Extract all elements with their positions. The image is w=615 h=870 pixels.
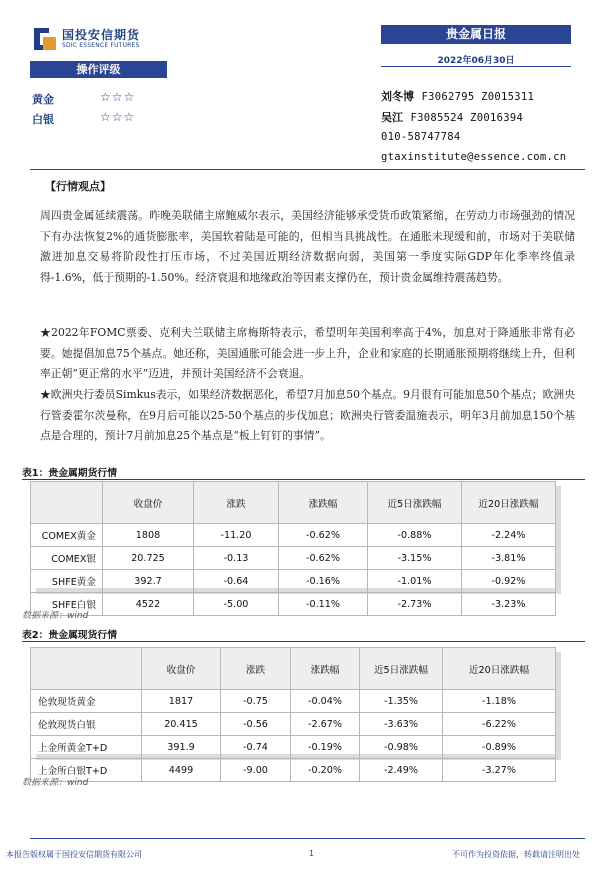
table-cell: 1808 — [103, 524, 194, 547]
rating-stars: ☆☆☆ — [100, 90, 136, 104]
table-cell: -3.63% — [360, 713, 443, 736]
rating-stars: ☆☆☆ — [100, 110, 136, 124]
table1-source: 数据来源：wind — [22, 611, 89, 621]
table-row — [31, 524, 556, 547]
rating-name: 黄金 — [32, 93, 54, 106]
table-cell: -2.67% — [291, 713, 360, 736]
table-cell: -0.74 — [221, 736, 291, 759]
table-row — [31, 547, 556, 570]
table-cell: -0.88% — [368, 524, 462, 547]
table-cell: -3.27% — [443, 759, 556, 782]
table-cell: SHFE黄金 — [31, 570, 103, 593]
rating-row-gold — [30, 91, 167, 107]
table-cell: 4522 — [103, 593, 194, 616]
table-cell: -5.00 — [194, 593, 279, 616]
table2-rule — [22, 641, 585, 642]
page-number: 1 — [309, 849, 315, 858]
table-cell: -2.73% — [368, 593, 462, 616]
table-header-row — [31, 648, 556, 690]
column-header: 涨跌 — [194, 482, 279, 524]
table-row — [31, 736, 556, 759]
table-row — [31, 570, 556, 593]
table-cell: -1.18% — [443, 690, 556, 713]
column-header: 收盘价 — [142, 648, 221, 690]
table1-title: 表1：贵金属期货行情 — [22, 468, 117, 479]
table2-source: 数据来源：wind — [22, 778, 89, 788]
table-cell: 4499 — [142, 759, 221, 782]
column-header: 近20日涨跌幅 — [443, 648, 556, 690]
table-cell: 伦敦现货黄金 — [31, 690, 142, 713]
table1-rule — [22, 479, 585, 480]
table-cell: -0.13 — [194, 547, 279, 570]
rating-title: 操作评级 — [30, 61, 167, 78]
table-cell: COMEX银 — [31, 547, 103, 570]
table-cell: -0.92% — [462, 570, 556, 593]
analyst-phone: 010-58747784 — [381, 131, 461, 143]
table-cell: COMEX黄金 — [31, 524, 103, 547]
analyst-name: 吴江 — [381, 110, 403, 124]
table-row — [31, 593, 556, 616]
table-row — [31, 713, 556, 736]
fed-news-paragraph: ★2022年FOMC票委、克利夫兰联储主席梅斯特表示，希望明年美国利率高于4%，加息对于降通胀非常有必要。她提倡加息75个基点。她还称，美国通胀可能会进一步上升，企业和家庭的长期通胀预期将继续上升，但利率正朝“更正常的水平”迈进，并预计美国经济不会衰退。 — [40, 326, 575, 380]
analyst-row — [381, 108, 566, 129]
table-cell: -3.23% — [462, 593, 556, 616]
table-cell: -0.19% — [291, 736, 360, 759]
table2-title: 表2：贵金属现货行情 — [22, 630, 117, 641]
brand-name-en: SDIC ESSENCE FUTURES — [62, 42, 140, 49]
footer-disclaimer: 不可作为投资依据，转载请注明出处 — [452, 850, 580, 859]
table-cell: 20.415 — [142, 713, 221, 736]
date-divider — [381, 66, 571, 67]
table-row — [31, 690, 556, 713]
table-cell: 391.9 — [142, 736, 221, 759]
table-cell: -3.15% — [368, 547, 462, 570]
table-cell: -0.20% — [291, 759, 360, 782]
column-header: 涨跌 — [221, 648, 291, 690]
column-header: 收盘价 — [103, 482, 194, 524]
analyst-ids: F3062795 Z0015311 — [421, 91, 535, 103]
analyst-name: 刘冬博 — [381, 90, 414, 103]
table-cell: -0.62% — [279, 547, 368, 570]
table-cell: -3.81% — [462, 547, 556, 570]
analyst-info — [381, 87, 566, 167]
table-cell: 伦敦现货白银 — [31, 713, 142, 736]
table-cell: SHFE白银 — [31, 593, 103, 616]
table-row — [31, 759, 556, 782]
report-date: 2022年06月30日 — [437, 56, 515, 66]
footer-copyright: 本报告版权属于国投安信期货有限公司 — [6, 850, 142, 859]
rating-row-silver — [30, 111, 167, 127]
table-cell: -6.22% — [443, 713, 556, 736]
table-cell: -0.64 — [194, 570, 279, 593]
column-header: 近20日涨跌幅 — [462, 482, 556, 524]
report-title: 贵金属日报 — [381, 25, 571, 44]
analyst-ids: F3085524 Z0016394 — [410, 111, 524, 124]
analyst-row — [381, 87, 566, 108]
table-cell: -0.16% — [279, 570, 368, 593]
rating-name: 白银 — [32, 113, 54, 126]
table-cell: -9.00 — [221, 759, 291, 782]
column-header: 近5日涨跌幅 — [368, 482, 462, 524]
table-header-row — [31, 482, 556, 524]
table-cell: -0.75 — [221, 690, 291, 713]
table-cell: -0.56 — [221, 713, 291, 736]
column-header: 涨跌幅 — [291, 648, 360, 690]
company-logo — [34, 28, 140, 50]
table-cell: -2.24% — [462, 524, 556, 547]
table-cell: -0.62% — [279, 524, 368, 547]
market-view-paragraph: 周四贵金属延续震荡。昨晚美联储主席鲍威尔表示，美国经济能够承受货币政策紧缩，在劳动力市场强劲的情况下有办法恢复2%的通货膨胀率，美国软着陆是可能的，但相当具挑战性。在通胀未现缓和前，市场对于美联储激进加息交易将阶段性打压市场，不过美国近期经济数据向弱，美国第一季度实际GDP年化季率终值录得-1.6%，低于预期的-1.50%。经济衰退和地缘政治等因素支撑仍在，预计贵金属维持震荡趋势。 — [40, 209, 575, 284]
table-cell: -0.89% — [443, 736, 556, 759]
column-header — [31, 648, 142, 690]
header-divider — [30, 169, 585, 170]
futures-table — [30, 481, 555, 616]
table-cell: -1.35% — [360, 690, 443, 713]
table-cell: 1817 — [142, 690, 221, 713]
table-cell: -0.98% — [360, 736, 443, 759]
spot-table — [30, 647, 555, 782]
table-cell: -0.11% — [279, 593, 368, 616]
table-cell: 20.725 — [103, 547, 194, 570]
section-heading: 【行情观点】 — [45, 180, 111, 193]
footer-divider — [30, 838, 585, 839]
column-header — [31, 482, 103, 524]
brand-name-cn: 国投安信期货 — [62, 28, 141, 42]
column-header: 涨跌幅 — [279, 482, 368, 524]
table-cell: -0.04% — [291, 690, 360, 713]
logo-mark-icon — [34, 28, 56, 50]
analyst-email-link[interactable]: gtaxinstitute@essence.com.cn — [381, 150, 567, 163]
table-cell: 上金所黄金T+D — [31, 736, 142, 759]
table-cell: -11.20 — [194, 524, 279, 547]
column-header: 近5日涨跌幅 — [360, 648, 443, 690]
table-cell: 上金所白银T+D — [31, 759, 142, 782]
table-cell: 392.7 — [103, 570, 194, 593]
ecb-news-paragraph: ★欧洲央行委员Simkus表示，如果经济数据恶化，希望7月加息50个基点。9月很有可能加息50个基点；欧洲央行管委霍尔茨曼称，在9月后可能以25-50个基点的步伐加息；欧洲央行管委温施表示，明年3月前加息150个基点是合理的，预计7月前加息25个基点是“板上钉钉的事情”。 — [40, 388, 575, 442]
table-cell: -1.01% — [368, 570, 462, 593]
table-cell: -2.49% — [360, 759, 443, 782]
